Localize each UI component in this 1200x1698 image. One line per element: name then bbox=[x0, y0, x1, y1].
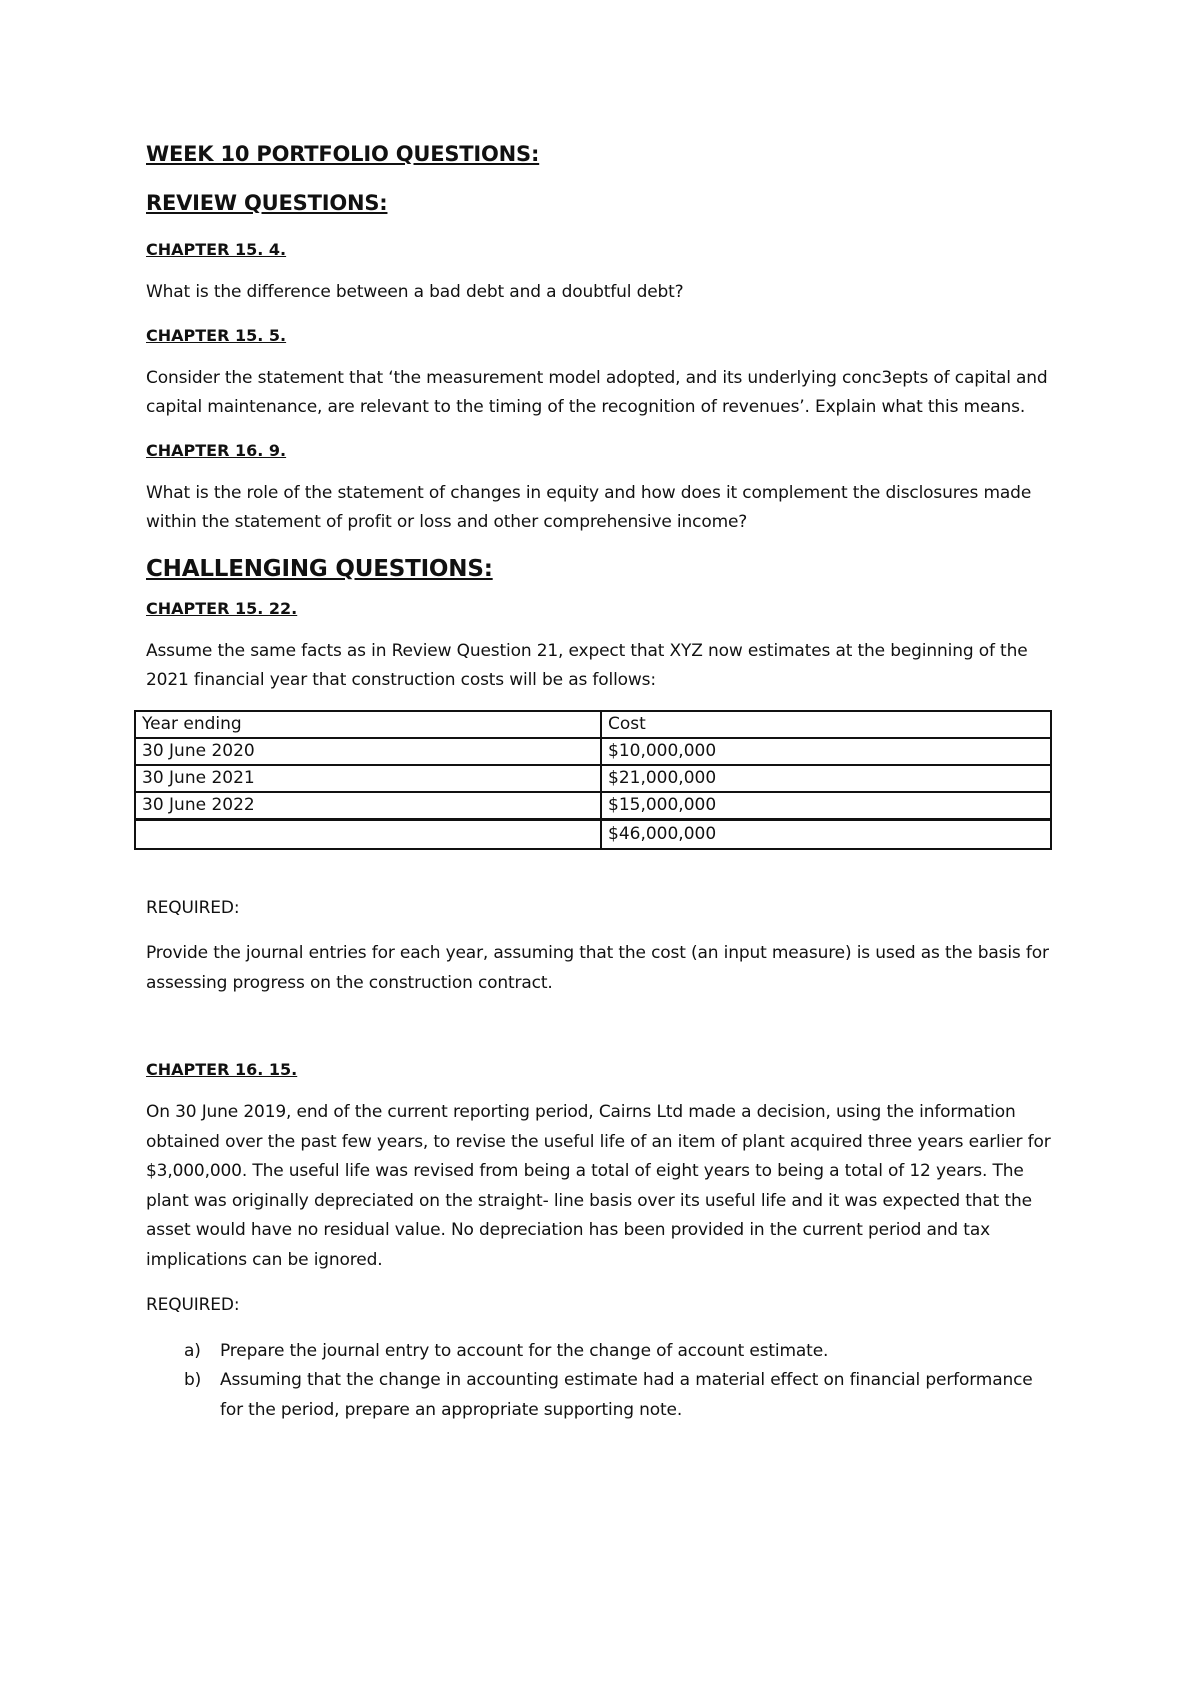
question-15-4: What is the difference between a bad debt and a doubtful debt? bbox=[146, 282, 684, 302]
challenging-questions-heading: CHALLENGING QUESTIONS: bbox=[146, 555, 493, 582]
chapter-heading-16-9: CHAPTER 16. 9. bbox=[146, 440, 287, 460]
table-header-cost: Cost bbox=[601, 711, 1051, 738]
table-cell-total-cost: $46,000,000 bbox=[601, 819, 1051, 849]
table-row bbox=[135, 738, 1051, 765]
table-header-row bbox=[135, 711, 1051, 738]
table-cell-cost: $15,000,000 bbox=[601, 792, 1051, 820]
table-cell-year: 30 June 2020 bbox=[135, 738, 601, 765]
table-cell-cost: $10,000,000 bbox=[601, 738, 1051, 765]
list-marker: b) bbox=[184, 1370, 202, 1390]
list-item bbox=[146, 1337, 1056, 1367]
review-questions-heading: REVIEW QUESTIONS: bbox=[146, 191, 388, 215]
construction-costs-table bbox=[134, 710, 1052, 850]
table-total-row bbox=[135, 819, 1051, 849]
chapter-heading-16-15: CHAPTER 16. 15. bbox=[146, 1060, 298, 1079]
list-item-text: Prepare the journal entry to account for the change of account estimate. bbox=[220, 1340, 829, 1361]
question-15-22-intro: Assume the same facts as in Review Question 21, expect that XYZ now estimates at the beginning of the 2021 financial year that construction costs will be as follows: bbox=[146, 640, 1028, 690]
chapter-heading-15-22: CHAPTER 15. 22. bbox=[146, 598, 298, 618]
question-15-5: Consider the statement that ‘the measurement model adopted, and its underlying conc3epts of capital and capital maintenance, are relevant to the timing of the recognition of revenues’. Explain what this means. bbox=[146, 367, 1048, 417]
question-16-15-text: On 30 June 2019, end of the current reporting period, Cairns Ltd made a decision, using the information obtained over the past few years, to revise the useful life of an item of plant acquired three years earlier for $3,000,000. The useful life was revised from being a total of eight years to being a total of 12 years. The plant was originally depreciated on the straight- line basis over its useful life and it was expected that the asset would have no residual value. No depreciation has been provided in the current period and tax implications can be ignored. bbox=[146, 1102, 1051, 1270]
document-page bbox=[142, 140, 1056, 1425]
chapter-heading-15-4: CHAPTER 15. 4. bbox=[146, 240, 287, 259]
list-item-text: Assuming that the change in accounting estimate had a material effect on financial performance for the period, prepare an appropriate supporting note. bbox=[220, 1370, 1033, 1420]
required-label-16-15: REQUIRED: bbox=[146, 1295, 240, 1315]
table-row bbox=[135, 765, 1051, 792]
spacer bbox=[146, 1014, 1056, 1058]
question-16-9: What is the role of the statement of changes in equity and how does it complement the disclosures made within the statement of profit or loss and other comprehensive income? bbox=[146, 482, 1032, 532]
list-item bbox=[146, 1366, 1056, 1425]
table-row bbox=[135, 792, 1051, 820]
table-cell-cost: $21,000,000 bbox=[601, 765, 1051, 792]
table-cell-year: 30 June 2022 bbox=[135, 792, 601, 820]
table-header-year: Year ending bbox=[135, 711, 601, 738]
required-text-15-22: Provide the journal entries for each year, assuming that the cost (an input measure) is used as the basis for assessing progress on the construction contract. bbox=[146, 943, 1049, 993]
required-label-15-22: REQUIRED: bbox=[146, 897, 240, 918]
page-title: WEEK 10 PORTFOLIO QUESTIONS: bbox=[146, 142, 540, 166]
table-cell-year bbox=[135, 819, 601, 849]
required-list-16-15 bbox=[146, 1337, 1056, 1426]
chapter-heading-15-5: CHAPTER 15. 5. bbox=[146, 325, 287, 345]
table-cell-year: 30 June 2021 bbox=[135, 765, 601, 792]
list-marker: a) bbox=[184, 1340, 201, 1361]
